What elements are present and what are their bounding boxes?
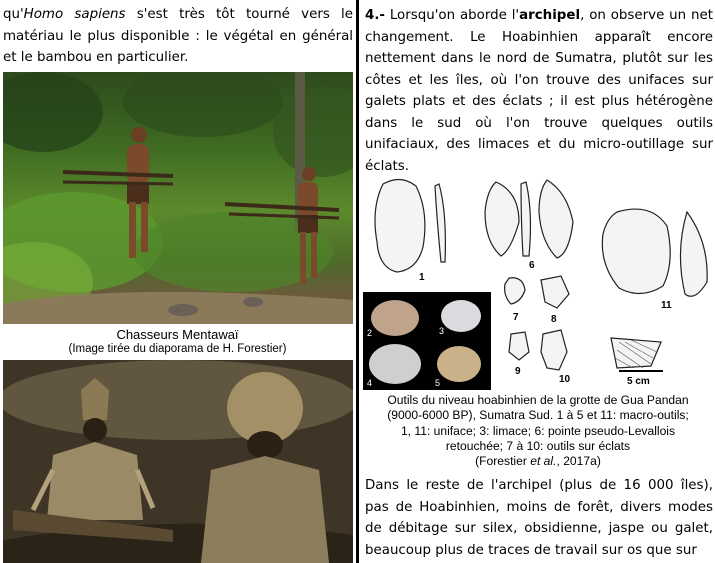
intro-rest: s'est très tôt tourné vers le matériau le plus disponible : le végétal en général et le bambou en particulier. [3, 7, 354, 65]
tool-11-profile [680, 212, 707, 296]
tool-6-profile [521, 182, 530, 256]
mentawai-hunters-illustration [3, 72, 353, 324]
tool-6-drawing [485, 182, 519, 256]
inset-label-4: 4 [367, 378, 373, 388]
inset-label-2: 2 [367, 328, 373, 338]
inset-label-5: 5 [435, 378, 441, 388]
label-6: 6 [529, 260, 535, 271]
right-column [361, 0, 715, 563]
figure-caption [361, 393, 715, 469]
tool-4-photo [369, 344, 421, 384]
lithic-tools-figure [361, 172, 715, 392]
scale-label: 5 cm [627, 376, 650, 387]
tool-8-drawing [541, 276, 569, 308]
ritual-figures-illustration [3, 360, 353, 563]
tool-3-photo [441, 300, 481, 332]
figure-caption-line: Outils du niveau hoabinhien de la grotte de Gua Pandan [387, 393, 689, 407]
figure-caption-line: retouchée; 7 à 10: outils sur éclats [445, 438, 631, 453]
mentawai-hunters-photo [3, 72, 353, 324]
tool-1-drawing [375, 179, 425, 272]
figure-caption-line: 1, 11: uniface; 3: limace; 6: pointe pseudo-Levallois [400, 423, 676, 438]
credit-b: , 2017a) [556, 454, 601, 469]
tool-1-profile [435, 184, 445, 262]
inset-photos [363, 292, 491, 390]
label-1: 1 [419, 272, 425, 283]
photo1-credit: (Image tirée du diaporama de H. Forestier) [68, 343, 287, 355]
inset-label-3: 3 [439, 326, 445, 336]
section-4-paragraph [365, 5, 713, 177]
tool-10-drawing [541, 330, 567, 370]
label-7: 7 [513, 312, 519, 323]
intro-paragraph [3, 4, 353, 69]
left-column [0, 0, 355, 563]
archipel-paragraph: Dans le reste de l'archipel (plus de 16 000 îles), pas de Hoabinhien, moins de forêt, divers modes de débitage sur silex, obsidienne, jaspe ou galet, beaucoup plus de traces de travail sur os que sur [365, 478, 713, 558]
label-10: 10 [559, 374, 571, 385]
tools-photo-inset [363, 292, 491, 390]
tool-9-drawing [509, 332, 529, 360]
intro-prefix: qu' [3, 7, 24, 22]
section-number: 4.- [365, 8, 385, 23]
section-text-a: Lorsqu'on aborde l' [384, 8, 520, 23]
column-divider [356, 0, 359, 563]
figure-caption-line: (9000-6000 BP), Sumatra Sud. 1 à 5 et 11: macro-outils; [387, 408, 689, 423]
tool-11-drawing [602, 209, 670, 293]
tool-5-photo [437, 346, 481, 382]
photo1-caption: Chasseurs Mentawaï [116, 327, 239, 342]
label-8: 8 [551, 314, 557, 325]
tool-2-photo [371, 300, 419, 336]
label-11: 11 [661, 300, 672, 311]
section-text-b: , on observe un net changement. Le Hoabinhien apparaît encore nettement dans le nord de Sumatra, plutôt sur les côtes et les îles, où l'on trouve des unifaces sur galets plats et des éclats ; il est plus hétérogène dans le sud où l'on trouve quelques outils unifaciaux, des limaces et du micro-outillage sur éclats. [365, 8, 713, 174]
species-name: Homo sapiens [23, 7, 126, 22]
credit-italic: et al. [530, 454, 557, 469]
tool-6b-drawing [539, 180, 573, 258]
label-9: 9 [515, 366, 521, 377]
credit-a: (Forestier [475, 454, 531, 469]
tool-7-drawing [505, 278, 525, 304]
archipel-bold: archipel [519, 8, 581, 23]
figure-credit [361, 454, 715, 469]
ritual-figures-photo [3, 360, 353, 563]
